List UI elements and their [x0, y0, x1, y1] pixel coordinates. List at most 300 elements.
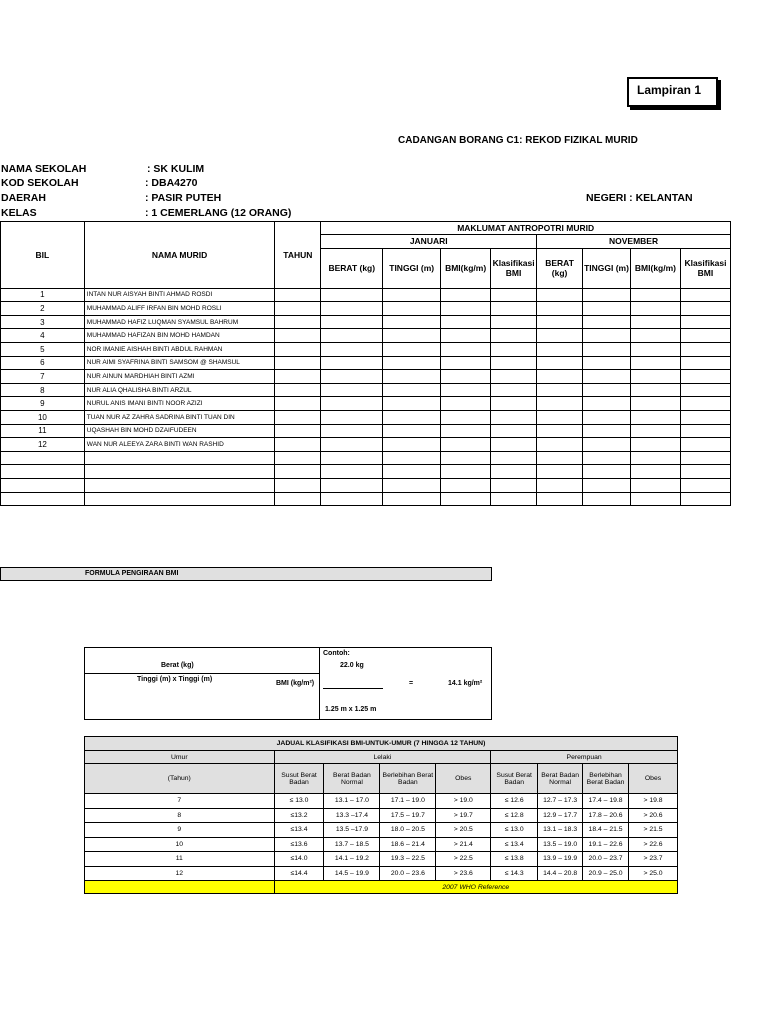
bmi-lelaki-header: Lelaki — [274, 751, 491, 764]
row-empty-cell — [630, 342, 680, 356]
row-empty-cell — [630, 288, 680, 302]
row-empty-cell — [537, 492, 583, 506]
row-empty-cell — [321, 438, 383, 452]
row-empty-cell — [441, 356, 491, 370]
col-januari: JANUARI — [321, 235, 537, 249]
bmi-range: 17.8 – 20.6 — [583, 808, 629, 823]
row-empty-cell — [441, 288, 491, 302]
bmi-col-l-1: Berat Badan Normal — [324, 764, 380, 794]
table-row — [1, 465, 731, 479]
row-empty-cell — [583, 492, 631, 506]
row-empty-cell — [321, 492, 383, 506]
row-empty-cell — [441, 342, 491, 356]
row-empty-cell — [630, 451, 680, 465]
row-empty-cell — [491, 356, 537, 370]
bmi-range: ≤ 12.8 — [491, 808, 538, 823]
table-row — [1, 438, 731, 452]
row-empty-cell — [680, 288, 730, 302]
row-empty-cell — [680, 438, 730, 452]
row-empty-cell — [491, 438, 537, 452]
row-empty-cell — [583, 424, 631, 438]
row-empty-cell — [383, 397, 441, 411]
row-empty-cell — [680, 424, 730, 438]
row-empty-cell — [275, 342, 321, 356]
row-empty-cell — [583, 356, 631, 370]
bmi-age: 12 — [85, 866, 275, 881]
row-empty-cell — [583, 342, 631, 356]
row-empty-cell — [491, 342, 537, 356]
row-empty-cell — [383, 424, 441, 438]
row-empty-cell — [441, 465, 491, 479]
bmi-perempuan-header: Perempuan — [491, 751, 678, 764]
row-empty-cell — [491, 424, 537, 438]
table-row — [1, 288, 731, 302]
col-bil: BIL — [1, 222, 85, 289]
row-empty-cell — [441, 410, 491, 424]
row-empty-cell — [680, 451, 730, 465]
col-november: NOVEMBER — [537, 235, 731, 249]
bmi-range: ≤ 13.0 — [274, 794, 324, 809]
bmi-range: > 19.0 — [436, 794, 491, 809]
bmi-range: 17.5 – 19.7 — [380, 808, 436, 823]
row-empty-cell — [583, 370, 631, 384]
bmi-row — [85, 794, 678, 809]
row-nama: NURUL ANIS IMANI BINTI NOOR AZIZI — [84, 397, 275, 411]
table-row — [1, 478, 731, 492]
col-maklumat: MAKLUMAT ANTROPOTRI MURID — [321, 222, 731, 235]
row-empty-cell — [275, 410, 321, 424]
table-row — [1, 315, 731, 329]
row-empty-cell — [491, 383, 537, 397]
formula-bmi-label: BMI (kg/m²) — [276, 680, 315, 687]
row-bil — [1, 478, 85, 492]
bmi-range: ≤14.4 — [274, 866, 324, 881]
row-empty-cell — [537, 288, 583, 302]
row-empty-cell — [583, 438, 631, 452]
daerah-label: DAERAH — [1, 192, 46, 204]
bmi-age: 10 — [85, 837, 275, 852]
bmi-table-title: JADUAL KLASIFIKASI BMI-UNTUK-UMUR (7 HINGGA 12 TAHUN) — [85, 737, 678, 751]
table-row — [1, 410, 731, 424]
bmi-range: 12.9 – 17.7 — [538, 808, 583, 823]
bmi-range: 18.4 – 21.5 — [583, 823, 629, 838]
table-row — [1, 492, 731, 506]
row-empty-cell — [441, 492, 491, 506]
row-empty-cell — [537, 478, 583, 492]
row-empty-cell — [275, 397, 321, 411]
row-empty-cell — [321, 329, 383, 343]
bmi-range: ≤13.4 — [274, 823, 324, 838]
table-row — [1, 302, 731, 316]
row-empty-cell — [383, 302, 441, 316]
row-empty-cell — [491, 492, 537, 506]
row-empty-cell — [441, 478, 491, 492]
row-empty-cell — [441, 370, 491, 384]
row-bil: 1 — [1, 288, 85, 302]
row-empty-cell — [630, 356, 680, 370]
kod-sekolah-value: : DBA4270 — [145, 177, 198, 189]
bmi-col-l-0: Susut Berat Badan — [274, 764, 324, 794]
row-bil: 7 — [1, 370, 85, 384]
row-empty-cell — [441, 451, 491, 465]
row-bil: 10 — [1, 410, 85, 424]
row-empty-cell — [275, 451, 321, 465]
bmi-col-l-2: Berlebihan Berat Badan — [380, 764, 436, 794]
bmi-range: 13.3 –17.4 — [324, 808, 380, 823]
row-empty-cell — [491, 288, 537, 302]
col-tinggi-nov: TINGGI (m) — [583, 248, 631, 288]
row-empty-cell — [321, 288, 383, 302]
table-row — [1, 342, 731, 356]
bmi-row — [85, 808, 678, 823]
row-empty-cell — [491, 302, 537, 316]
contoh-equals: = — [409, 680, 414, 687]
row-empty-cell — [321, 397, 383, 411]
bmi-range: 18.0 – 20.5 — [380, 823, 436, 838]
bmi-range: 20.0 – 23.6 — [380, 866, 436, 881]
row-empty-cell — [680, 383, 730, 397]
row-empty-cell — [491, 451, 537, 465]
kod-sekolah-label: KOD SEKOLAH — [1, 177, 79, 189]
table-row — [1, 451, 731, 465]
row-empty-cell — [275, 315, 321, 329]
row-empty-cell — [383, 451, 441, 465]
row-bil: 11 — [1, 424, 85, 438]
row-empty-cell — [583, 302, 631, 316]
row-bil: 5 — [1, 342, 85, 356]
row-empty-cell — [680, 492, 730, 506]
row-nama: INTAN NUR AISYAH BINTI AHMAD ROSDI — [84, 288, 275, 302]
row-empty-cell — [630, 370, 680, 384]
row-empty-cell — [537, 451, 583, 465]
row-empty-cell — [583, 465, 631, 479]
row-empty-cell — [680, 329, 730, 343]
row-empty-cell — [537, 315, 583, 329]
row-empty-cell — [491, 410, 537, 424]
row-empty-cell — [441, 383, 491, 397]
row-empty-cell — [275, 329, 321, 343]
bmi-tahun-header: (Tahun) — [85, 764, 275, 794]
row-nama: TUAN NUR AZ ZAHRA SADRINA BINTI TUAN DIN — [84, 410, 275, 424]
row-empty-cell — [491, 478, 537, 492]
row-empty-cell — [630, 410, 680, 424]
student-record-table — [0, 221, 731, 506]
row-empty-cell — [680, 315, 730, 329]
lampiran-box: Lampiran 1 — [627, 77, 718, 107]
bmi-range: > 21.4 — [436, 837, 491, 852]
bmi-range: 17.1 – 19.0 — [380, 794, 436, 809]
row-empty-cell — [321, 342, 383, 356]
daerah-value: : PASIR PUTEH — [145, 192, 222, 204]
row-nama: NOR IMANIE AISHAH BINTI ABDUL RAHMAN — [84, 342, 275, 356]
bmi-range: ≤ 13.0 — [491, 823, 538, 838]
row-empty-cell — [491, 315, 537, 329]
row-nama: NUR AINUN MARDHIAH BINTI AZMI — [84, 370, 275, 384]
bmi-range: > 22.5 — [436, 852, 491, 867]
bmi-range: 13.1 – 17.0 — [324, 794, 380, 809]
row-empty-cell — [630, 478, 680, 492]
row-empty-cell — [383, 315, 441, 329]
kelas-value: : 1 CEMERLANG (12 ORANG) — [145, 207, 292, 219]
row-empty-cell — [583, 451, 631, 465]
negeri: NEGERI : KELANTAN — [586, 192, 693, 204]
row-bil: 2 — [1, 302, 85, 316]
col-bmi-nov: BMI(kg/m) — [630, 248, 680, 288]
row-empty-cell — [441, 302, 491, 316]
row-empty-cell — [630, 302, 680, 316]
row-empty-cell — [537, 302, 583, 316]
row-empty-cell — [321, 302, 383, 316]
bmi-range: ≤ 14.3 — [491, 866, 538, 881]
bmi-age: 11 — [85, 852, 275, 867]
bmi-range: 12.7 – 17.3 — [538, 794, 583, 809]
row-nama — [84, 478, 275, 492]
col-bmi-jan: BMI(kg/m) — [441, 248, 491, 288]
row-empty-cell — [491, 397, 537, 411]
row-empty-cell — [441, 424, 491, 438]
row-empty-cell — [321, 478, 383, 492]
row-empty-cell — [537, 329, 583, 343]
row-empty-cell — [537, 397, 583, 411]
row-empty-cell — [441, 397, 491, 411]
row-empty-cell — [630, 397, 680, 411]
row-empty-cell — [680, 356, 730, 370]
bmi-range: > 25.0 — [629, 866, 678, 881]
row-empty-cell — [275, 370, 321, 384]
row-empty-cell — [383, 492, 441, 506]
row-empty-cell — [583, 329, 631, 343]
row-empty-cell — [383, 288, 441, 302]
row-empty-cell — [630, 492, 680, 506]
table-row — [1, 356, 731, 370]
bmi-row — [85, 823, 678, 838]
bmi-range: 20.9 – 25.0 — [583, 866, 629, 881]
formula-box — [84, 647, 492, 720]
row-empty-cell — [441, 329, 491, 343]
row-empty-cell — [321, 410, 383, 424]
row-empty-cell — [583, 315, 631, 329]
row-bil — [1, 465, 85, 479]
formula-berat: Berat (kg) — [161, 662, 194, 669]
row-nama: UQASHAH BIN MOHD DZAIFUDEEN — [84, 424, 275, 438]
row-empty-cell — [583, 383, 631, 397]
bmi-range: > 23.6 — [436, 866, 491, 881]
row-empty-cell — [491, 329, 537, 343]
row-nama: WAN NUR ALEEYA ZARA BINTI WAN RASHID — [84, 438, 275, 452]
row-nama: MUHAMMAD HAFIZ LUQMAN SYAMSUL BAHRUM — [84, 315, 275, 329]
bmi-row — [85, 866, 678, 881]
row-empty-cell — [537, 342, 583, 356]
bmi-range: 18.6 – 21.4 — [380, 837, 436, 852]
row-empty-cell — [537, 410, 583, 424]
row-nama — [84, 492, 275, 506]
bmi-umur-header: Umur — [85, 751, 275, 764]
bmi-age: 8 — [85, 808, 275, 823]
bmi-row — [85, 837, 678, 852]
row-empty-cell — [680, 370, 730, 384]
col-klasifikasi-nov: Klasifikasi BMI — [680, 248, 730, 288]
row-empty-cell — [680, 397, 730, 411]
bmi-range: > 20.5 — [436, 823, 491, 838]
row-empty-cell — [441, 315, 491, 329]
row-bil — [1, 451, 85, 465]
bmi-range: 17.4 – 19.8 — [583, 794, 629, 809]
bmi-range: 14.4 – 20.8 — [538, 866, 583, 881]
row-empty-cell — [321, 383, 383, 397]
row-bil: 9 — [1, 397, 85, 411]
row-empty-cell — [321, 424, 383, 438]
bmi-age: 7 — [85, 794, 275, 809]
row-empty-cell — [275, 478, 321, 492]
who-reference: 2007 WHO Reference — [274, 881, 677, 894]
row-empty-cell — [491, 370, 537, 384]
row-empty-cell — [383, 465, 441, 479]
row-empty-cell — [383, 356, 441, 370]
row-nama: NUR ALIA QHALISHA BINTI ARZUL — [84, 383, 275, 397]
nama-sekolah-label: NAMA SEKOLAH — [1, 163, 87, 175]
bmi-classification-table — [84, 736, 678, 894]
bmi-range: > 20.6 — [629, 808, 678, 823]
formula-tinggi: Tinggi (m) x Tinggi (m) — [137, 676, 213, 683]
row-bil: 8 — [1, 383, 85, 397]
row-empty-cell — [583, 288, 631, 302]
contoh-result: 14.1 kg/m² — [448, 680, 483, 687]
row-empty-cell — [630, 424, 680, 438]
bmi-range: 20.0 – 23.7 — [583, 852, 629, 867]
row-empty-cell — [321, 451, 383, 465]
bmi-range: > 19.8 — [629, 794, 678, 809]
row-empty-cell — [583, 410, 631, 424]
bmi-range: 13.5 – 19.0 — [538, 837, 583, 852]
bmi-range: 13.7 – 18.5 — [324, 837, 380, 852]
row-empty-cell — [441, 438, 491, 452]
row-empty-cell — [537, 465, 583, 479]
col-klasifikasi-jan: Klasifikasi BMI — [491, 248, 537, 288]
row-empty-cell — [275, 288, 321, 302]
row-empty-cell — [383, 370, 441, 384]
row-empty-cell — [383, 438, 441, 452]
bmi-col-p-2: Berlebihan Berat Badan — [583, 764, 629, 794]
row-empty-cell — [275, 302, 321, 316]
form-title: CADANGAN BORANG C1: REKOD FIZIKAL MURID — [398, 135, 638, 146]
table-row — [1, 370, 731, 384]
row-empty-cell — [275, 356, 321, 370]
bmi-col-p-3: Obes — [629, 764, 678, 794]
bmi-range: > 21.5 — [629, 823, 678, 838]
row-empty-cell — [383, 478, 441, 492]
bmi-range: > 22.6 — [629, 837, 678, 852]
kelas-label: KELAS — [1, 207, 37, 219]
col-berat-nov: BERAT (kg) — [537, 248, 583, 288]
bmi-range: ≤13.6 — [274, 837, 324, 852]
reference-blank — [85, 881, 275, 894]
col-tinggi-jan: TINGGI (m) — [383, 248, 441, 288]
row-empty-cell — [275, 465, 321, 479]
row-empty-cell — [275, 492, 321, 506]
row-empty-cell — [537, 383, 583, 397]
contoh-berat: 22.0 kg — [340, 662, 364, 669]
table-row — [1, 329, 731, 343]
row-empty-cell — [321, 315, 383, 329]
contoh-tinggi: 1.25 m x 1.25 m — [325, 706, 377, 713]
row-empty-cell — [680, 465, 730, 479]
bmi-range: 13.5 –17.9 — [324, 823, 380, 838]
row-empty-cell — [321, 465, 383, 479]
row-nama — [84, 451, 275, 465]
bmi-range: ≤ 12.6 — [491, 794, 538, 809]
bmi-col-p-0: Susut Berat Badan — [491, 764, 538, 794]
row-empty-cell — [630, 438, 680, 452]
bmi-range: 19.3 – 22.5 — [380, 852, 436, 867]
table-row — [1, 424, 731, 438]
row-empty-cell — [630, 465, 680, 479]
row-empty-cell — [680, 478, 730, 492]
row-empty-cell — [680, 342, 730, 356]
row-empty-cell — [537, 438, 583, 452]
row-empty-cell — [383, 342, 441, 356]
col-nama: NAMA MURID — [84, 222, 275, 289]
bmi-range: ≤13.2 — [274, 808, 324, 823]
row-bil: 12 — [1, 438, 85, 452]
row-empty-cell — [583, 478, 631, 492]
row-empty-cell — [321, 370, 383, 384]
row-empty-cell — [383, 383, 441, 397]
bmi-age: 9 — [85, 823, 275, 838]
row-empty-cell — [275, 383, 321, 397]
bmi-row — [85, 852, 678, 867]
bmi-range: 14.5 – 19.9 — [324, 866, 380, 881]
row-bil — [1, 492, 85, 506]
row-empty-cell — [537, 424, 583, 438]
bmi-range: 13.1 – 18.3 — [538, 823, 583, 838]
formula-title: FORMULA PENGIRAAN BMI — [0, 567, 492, 581]
row-bil: 6 — [1, 356, 85, 370]
bmi-range: ≤ 13.4 — [491, 837, 538, 852]
row-empty-cell — [383, 329, 441, 343]
row-bil: 3 — [1, 315, 85, 329]
bmi-col-p-1: Berat Badan Normal — [538, 764, 583, 794]
contoh-divider — [323, 688, 383, 689]
row-empty-cell — [583, 397, 631, 411]
row-empty-cell — [537, 356, 583, 370]
row-empty-cell — [383, 410, 441, 424]
row-empty-cell — [275, 424, 321, 438]
bmi-range: ≤14.0 — [274, 852, 324, 867]
table-row — [1, 383, 731, 397]
row-nama — [84, 465, 275, 479]
bmi-range: 19.1 – 22.6 — [583, 837, 629, 852]
row-empty-cell — [491, 465, 537, 479]
formula-divider — [85, 673, 319, 674]
bmi-range: 13.9 – 19.9 — [538, 852, 583, 867]
bmi-range: > 23.7 — [629, 852, 678, 867]
row-nama: MUHAMMAD HAFIZAN BIN MOHD HAMDAN — [84, 329, 275, 343]
row-empty-cell — [630, 315, 680, 329]
col-berat-jan: BERAT (kg) — [321, 248, 383, 288]
bmi-range: ≤ 13.8 — [491, 852, 538, 867]
row-nama: NUR AIMI SYAFRINA BINTI SAMSOM @ SHAMSUL — [84, 356, 275, 370]
row-empty-cell — [537, 370, 583, 384]
row-empty-cell — [680, 302, 730, 316]
row-empty-cell — [321, 356, 383, 370]
row-empty-cell — [630, 329, 680, 343]
table-row — [1, 397, 731, 411]
bmi-col-l-3: Obes — [436, 764, 491, 794]
row-empty-cell — [275, 438, 321, 452]
row-nama: MUHAMMAD ALIFF IRFAN BIN MOHD ROSLI — [84, 302, 275, 316]
row-empty-cell — [680, 410, 730, 424]
row-bil: 4 — [1, 329, 85, 343]
